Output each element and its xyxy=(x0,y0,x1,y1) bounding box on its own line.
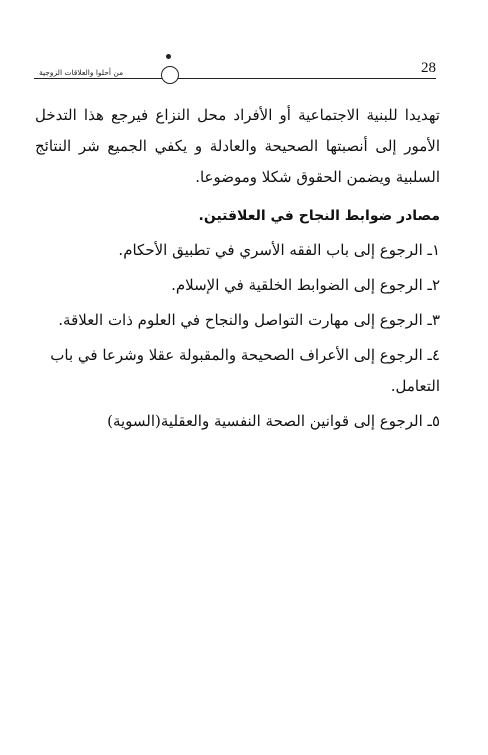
body-paragraph: تهديدا للبنية الاجتماعية أو الأفراد محل النزاع فيرجع هذا التدخل الأمور إلى أنصبتها الصحيحة والعادلة و يكفي الجميع شر النتائج السلبية ويضمن الحقوق شكلا وموضوعا. xyxy=(35,106,440,186)
dot-ornament-icon xyxy=(166,54,171,59)
list-item: ٥ـ الرجوع إلى قوانين الصحة النفسية والعقلية(السوية) xyxy=(107,412,440,430)
header-rule xyxy=(34,78,436,79)
list-item: ٢ـ الرجوع إلى الضوابط الخلقية في الإسلام. xyxy=(171,276,440,294)
running-title: من أحلوا والعلاقات الزوجية xyxy=(36,68,126,77)
page-body xyxy=(35,100,440,441)
list-item: ١ـ الرجوع إلى باب الفقه الأسري في تطبيق الأحكام. xyxy=(118,241,440,259)
page-number: 28 xyxy=(421,60,436,76)
list-item: ٤ـ الرجوع إلى الأعراف الصحيحة والمقبولة عقلا وشرعا في باب التعامل. xyxy=(50,346,440,395)
circle-ornament-icon xyxy=(161,66,179,84)
page-header xyxy=(34,58,436,88)
sources-list xyxy=(35,235,440,437)
list-item: ٣ـ الرجوع إلى مهارت التواصل والنجاح في العلوم ذات العلاقة. xyxy=(58,311,440,329)
section-heading: مصادر ضوابط النجاح في العلاقتين. xyxy=(198,208,440,224)
